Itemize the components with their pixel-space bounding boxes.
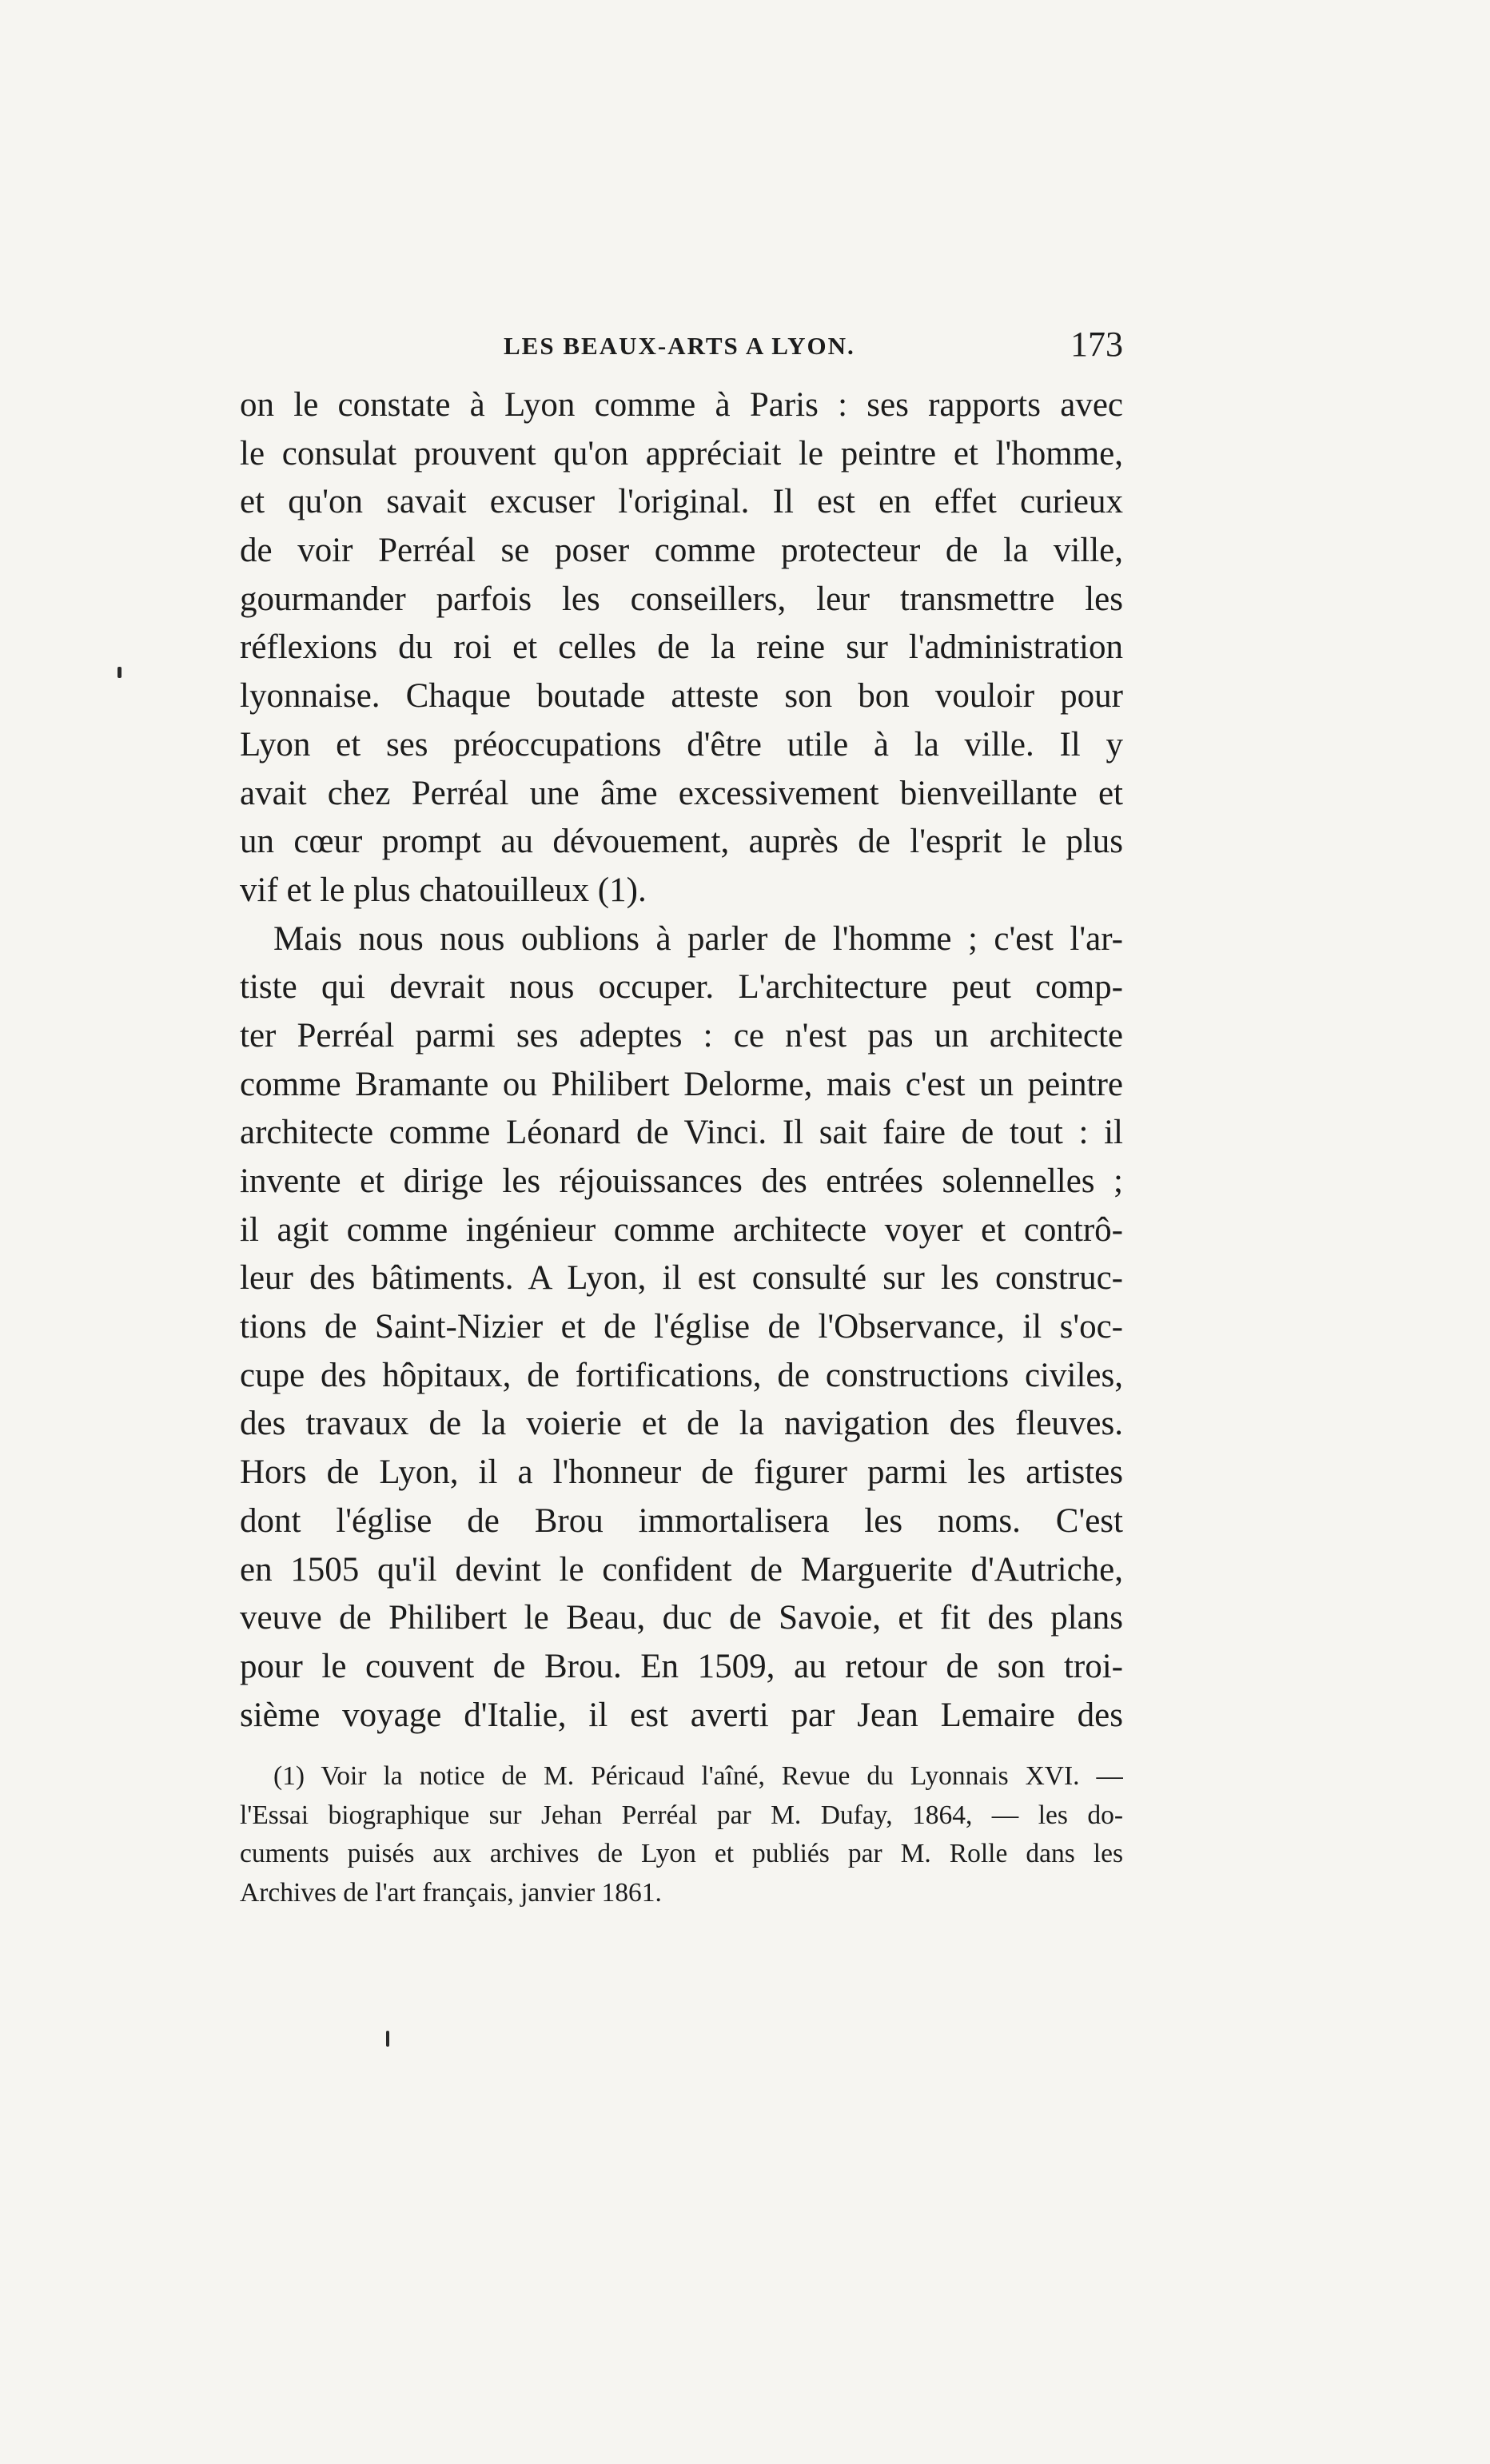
text-line: ter Perréal parmi ses adeptes : ce n'est pas un architecte (240, 1016, 1123, 1055)
text-line: et qu'on savait excuser l'original. Il est en effet curieux (240, 483, 1123, 521)
text-line: avait chez Perréal une âme excessivement bienveillante et (240, 774, 1123, 812)
text-line: il agit comme ingénieur comme architecte voyer et contrô- (240, 1210, 1123, 1249)
text-line: pour le couvent de Brou. En 1509, au retour de son troi- (240, 1647, 1123, 1685)
footnote-line: Archives de l'art français, janvier 1861. (240, 1878, 662, 1908)
body-text (240, 381, 1123, 1740)
text-line: Mais nous nous oublions à parler de l'homme ; c'est l'ar- (273, 919, 1123, 958)
running-head: LES BEAUX-ARTS A LYON. (504, 332, 855, 360)
text-line: comme Bramante ou Philibert Delorme, mais c'est un peintre (240, 1065, 1123, 1103)
text-line: réflexions du roi et celles de la reine sur l'administration (240, 628, 1123, 667)
text-line: un cœur prompt au dévouement, auprès de l'esprit le plus (240, 823, 1123, 861)
text-line: dont l'église de Brou immortalisera les noms. C'est (240, 1501, 1123, 1540)
text-line: de voir Perréal se poser comme protecteur de la ville, (240, 532, 1123, 570)
text-line: tiste qui devrait nous occuper. L'architecture peut comp- (240, 968, 1123, 1007)
ink-speck (118, 667, 122, 678)
text-line: sième voyage d'Italie, il est averti par Jean Lemaire des (240, 1696, 1123, 1734)
footnote-line: (1) Voir la notice de M. Péricaud l'aîné, Revue du Lyonnais XVI. — (273, 1761, 1123, 1791)
text-line: des travaux de la voierie et de la navigation des fleuves. (240, 1405, 1123, 1443)
text-line: lyonnaise. Chaque boutade atteste son bon vouloir pour (240, 677, 1123, 716)
text-line: vif et le plus chatouilleux (1). (240, 871, 647, 909)
text-line: Hors de Lyon, il a l'honneur de figurer parmi les artistes (240, 1453, 1123, 1492)
text-line: architecte comme Léonard de Vinci. Il sait faire de tout : il (240, 1114, 1123, 1152)
text-line: on le constate à Lyon comme à Paris : ses rapports avec (240, 386, 1123, 424)
ink-speck (386, 2031, 389, 2047)
page-number: 173 (1070, 325, 1123, 364)
text-line: cupe des hôpitaux, de fortifications, de constructions civiles, (240, 1356, 1123, 1394)
footnote (240, 1757, 1123, 1913)
text-line: Lyon et ses préoccupations d'être utile à la ville. Il y (240, 725, 1123, 764)
text-line: leur des bâtiments. A Lyon, il est consulté sur les construc- (240, 1259, 1123, 1298)
page-header (240, 324, 1123, 372)
footnote-line: l'Essai biographique sur Jehan Perréal par M. Dufay, 1864, — les do- (240, 1800, 1123, 1830)
text-line: gourmander parfois les conseillers, leur transmettre les (240, 580, 1123, 618)
footnote-line: cuments puisés aux archives de Lyon et publiés par M. Rolle dans les (240, 1839, 1123, 1869)
text-line: veuve de Philibert le Beau, duc de Savoie, et fit des plans (240, 1599, 1123, 1637)
text-line: le consulat prouvent qu'on appréciait le peintre et l'homme, (240, 434, 1123, 472)
text-line: en 1505 qu'il devint le confident de Marguerite d'Autriche, (240, 1550, 1123, 1589)
text-line: invente et dirige les réjouissances des entrées solennelles ; (240, 1162, 1123, 1200)
text-line: tions de Saint-Nizier et de l'église de l'Observance, il s'oc- (240, 1308, 1123, 1346)
